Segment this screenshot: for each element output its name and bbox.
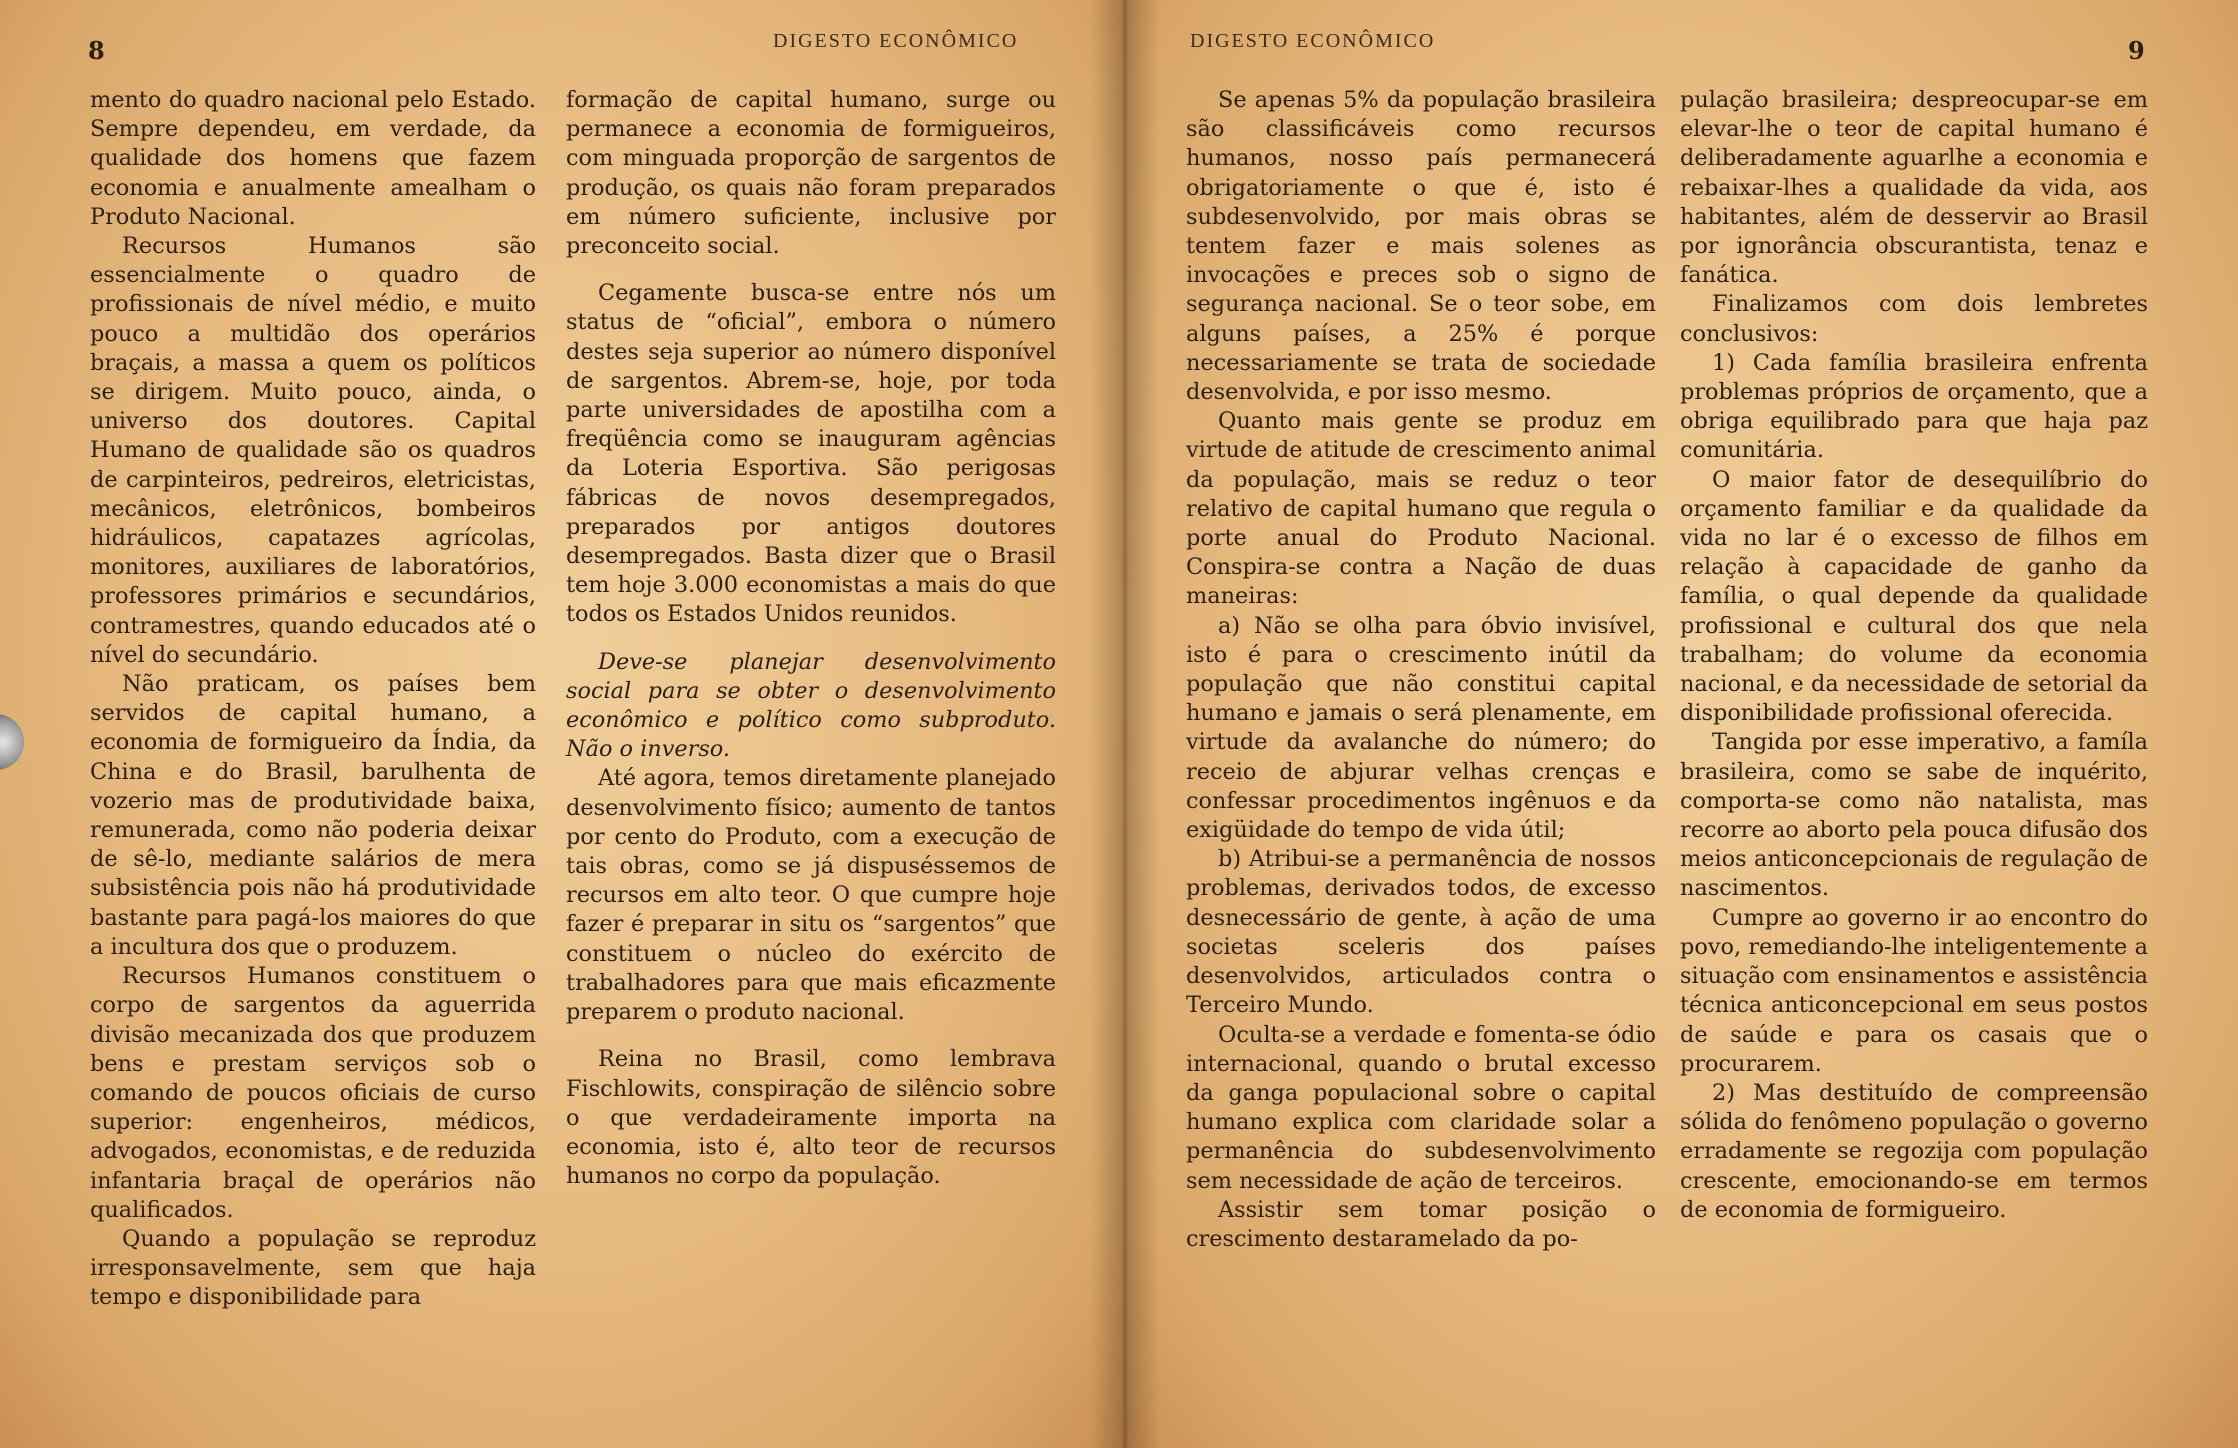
paper-clip-icon <box>0 714 24 770</box>
paragraph: Assistir sem tomar posição o crescimento destaramelado da po- <box>1186 1196 1656 1252</box>
paragraph: Quando a população se reproduz irresponsavelmente, sem que haja tempo e disponibilidade para <box>90 1225 536 1311</box>
paragraph: Recursos Humanos constituem o corpo de sargentos da aguerrida divisão mecanizada dos que produzem bens e prestam serviços sob o comando de poucos oficiais de curso superior: engenheiros, médicos, advogados, economistas, e de reduzida infantaria braçal de operários não qualificados. <box>90 963 536 1223</box>
paragraph: pulação brasileira; despreocupar-se em elevar-lhe o teor de capital humano é deliberadamente aguarlhe a economia e rebaixar-lhes a qualidade da vida, aos habitantes, além de desservir ao Brasil por ignorância obscurantista, tenaz e fanática. <box>1680 87 2148 289</box>
paragraph: mento do quadro nacional pelo Estado. Sempre dependeu, em verdade, da qualidade dos homens que fazem economia e anualmente amealham o Produto Nacional. <box>90 87 536 230</box>
paragraph: Oculta-se a verdade e fomenta-se ódio internacional, quando o brutal excesso da ganga populacional sobre o capital humano explica com claridade solar a permanência do subdesenvolvimento sem necessidade de ação de terceiros. <box>1186 1021 1656 1194</box>
paragraph: O maior fator de desequilíbrio do orçamento familiar e da qualidade da vida no lar é o excesso de filhos em relação à capacidade de ganho da família, o qual depende da qualidade profissional e cultural dos que nela trabalham; do volume da economia nacional, e da necessidade de setorial da disponibilidade profissional oferecida. <box>1680 466 2148 727</box>
paragraph: Se apenas 5% da população brasileira são classificáveis como recursos humanos, nosso país permanecerá obrigatoriamente o que é, isto é subdesenvolvido, por mais obras se tentem fazer e mais solenes as invocações e preces sob o signo de segurança nacional. Se o teor sobe, em alguns países, a 25% é porque necessariamente se trata de sociedade desenvolvida, e por isso mesmo. <box>1186 87 1656 406</box>
paragraph: Tangida por esse imperativo, a famíla brasileira, como se sabe de inquérito, comporta-se como não natalista, mas recorre ao aborto pela pouca difusão dos meios anticoncepcionais de regulação de nascimentos. <box>1680 729 2148 902</box>
left-column-1 <box>90 86 536 1313</box>
right-page <box>1120 0 2238 1448</box>
paragraph: Cegamente busca-se entre nós um status de “oficial”, embora o número destes seja superior ao número disponível de sargentos. Abrem-se, hoje, por toda parte universidades de apostilha com a freqüência como se inauguram agências da Loteria Esportiva. São perigosas fábricas de novos desempregados, preparados por antigos doutores desempregados. Basta dizer que o Brasil tem hoje 3.000 economistas a mais do que todos os Estados Unidos reunidos. <box>566 280 1056 628</box>
page-number-right: 9 <box>2128 36 2145 65</box>
right-column-2 <box>1680 86 2148 1225</box>
paragraph: Recursos Humanos são essencialmente o quadro de profissionais de nível médio, e muito pouco a multidão dos operários braçais, a massa a quem os políticos se dirigem. Muito pouco, ainda, o universo dos doutores. Capital Humano de qualidade são os quadros de carpinteiros, pedreiros, eletricistas, mecânicos, eletrônicos, bombeiros hidráulicos, capatazes agrícolas, monitores, auxiliares de laboratórios, professores primários e secundários, contramestres, quando educados até o nível do secundário. <box>90 233 536 668</box>
left-column-2 <box>566 86 1056 1191</box>
right-column-1 <box>1186 86 1656 1254</box>
paragraph: Não praticam, os países bem servidos de capital humano, a economia de formigueiro da Índia, da China e do Brasil, barulhenta de vozerio mas de produtividade baixa, remunerada, como não poderia deixar de sê-lo, mediante salários de mera subsistência pois não há produtividade bastante para pagá-los maiores do que a incultura dos que o produzem. <box>90 671 536 960</box>
paragraph: 2) Mas destituído de compreensão sólida do fenômeno população o governo erradamente se regozija com população crescente, emocionando-se em termos de economia de formigueiro. <box>1680 1079 2148 1223</box>
paragraph: Cumpre ao governo ir ao encontro do povo, remediando-lhe inteligentemente a situação com ensinamentos e assistência técnica anticoncepcional em seus postos de saúde e para os casais que o procurarem. <box>1680 904 2148 1077</box>
page-number-left: 8 <box>88 36 105 65</box>
paragraph: Até agora, temos diretamente planejado desenvolvimento físico; aumento de tantos por cento do Produto, com a execução de tais obras, como se já dispuséssemos de recursos em alto teor. O que cumpre hoje fazer é preparar in situ os “sargentos” que constituem o núcleo do exército de trabalhadores para que mais eficazmente preparem o produto nacional. <box>566 765 1056 1026</box>
paragraph: Quanto mais gente se produz em virtude de atitude de crescimento animal da população, mais se reduz o teor relativo de capital humano que regula o porte anual do Produto Nacional. Conspira-se contra a Nação de duas maneiras: <box>1186 408 1656 610</box>
running-head-right: DIGESTO ECONÔMICO <box>1190 30 1436 52</box>
paragraph: a) Não se olha para óbvio invisível, isto é para o crescimento inútil da população que não constitui capital humano e jamais o será plenamente, em virtude da avalanche do número; do receio de abjurar velhas crenças e confessar procedimentos ingênuos e da exigüidade do tempo de vida útil; <box>1186 612 1656 844</box>
paragraph: Finalizamos com dois lembretes conclusivos: <box>1680 291 2148 347</box>
paragraph: Reina no Brasil, como lembrava Fischlowits, conspiração de silêncio sobre o que verdadeiramente importa na economia, isto é, alto teor de recursos humanos no corpo da população. <box>566 1046 1056 1190</box>
running-head-left: DIGESTO ECONÔMICO <box>773 30 1019 52</box>
paragraph: formação de capital humano, surge ou permanece a economia de formigueiros, com minguada proporção de sargentos de produção, os quais não foram preparados em número suficiente, inclusive por preconceito social. <box>566 87 1056 260</box>
paragraph: 1) Cada família brasileira enfrenta problemas próprios de orçamento, que a obriga equilibrado para que haja paz comunitária. <box>1680 349 2148 464</box>
paragraph: b) Atribui-se a permanência de nossos problemas, derivados todos, de excesso desnecessário de gente, à ação de uma societas sceleris dos países desenvolvidos, articulados contra o Terceiro Mundo. <box>1186 846 1656 1019</box>
paragraph: Deve-se planejar desenvolvimento social para se obter o desenvolvimento econômico e político como subproduto. Não o inverso. <box>566 648 1056 763</box>
